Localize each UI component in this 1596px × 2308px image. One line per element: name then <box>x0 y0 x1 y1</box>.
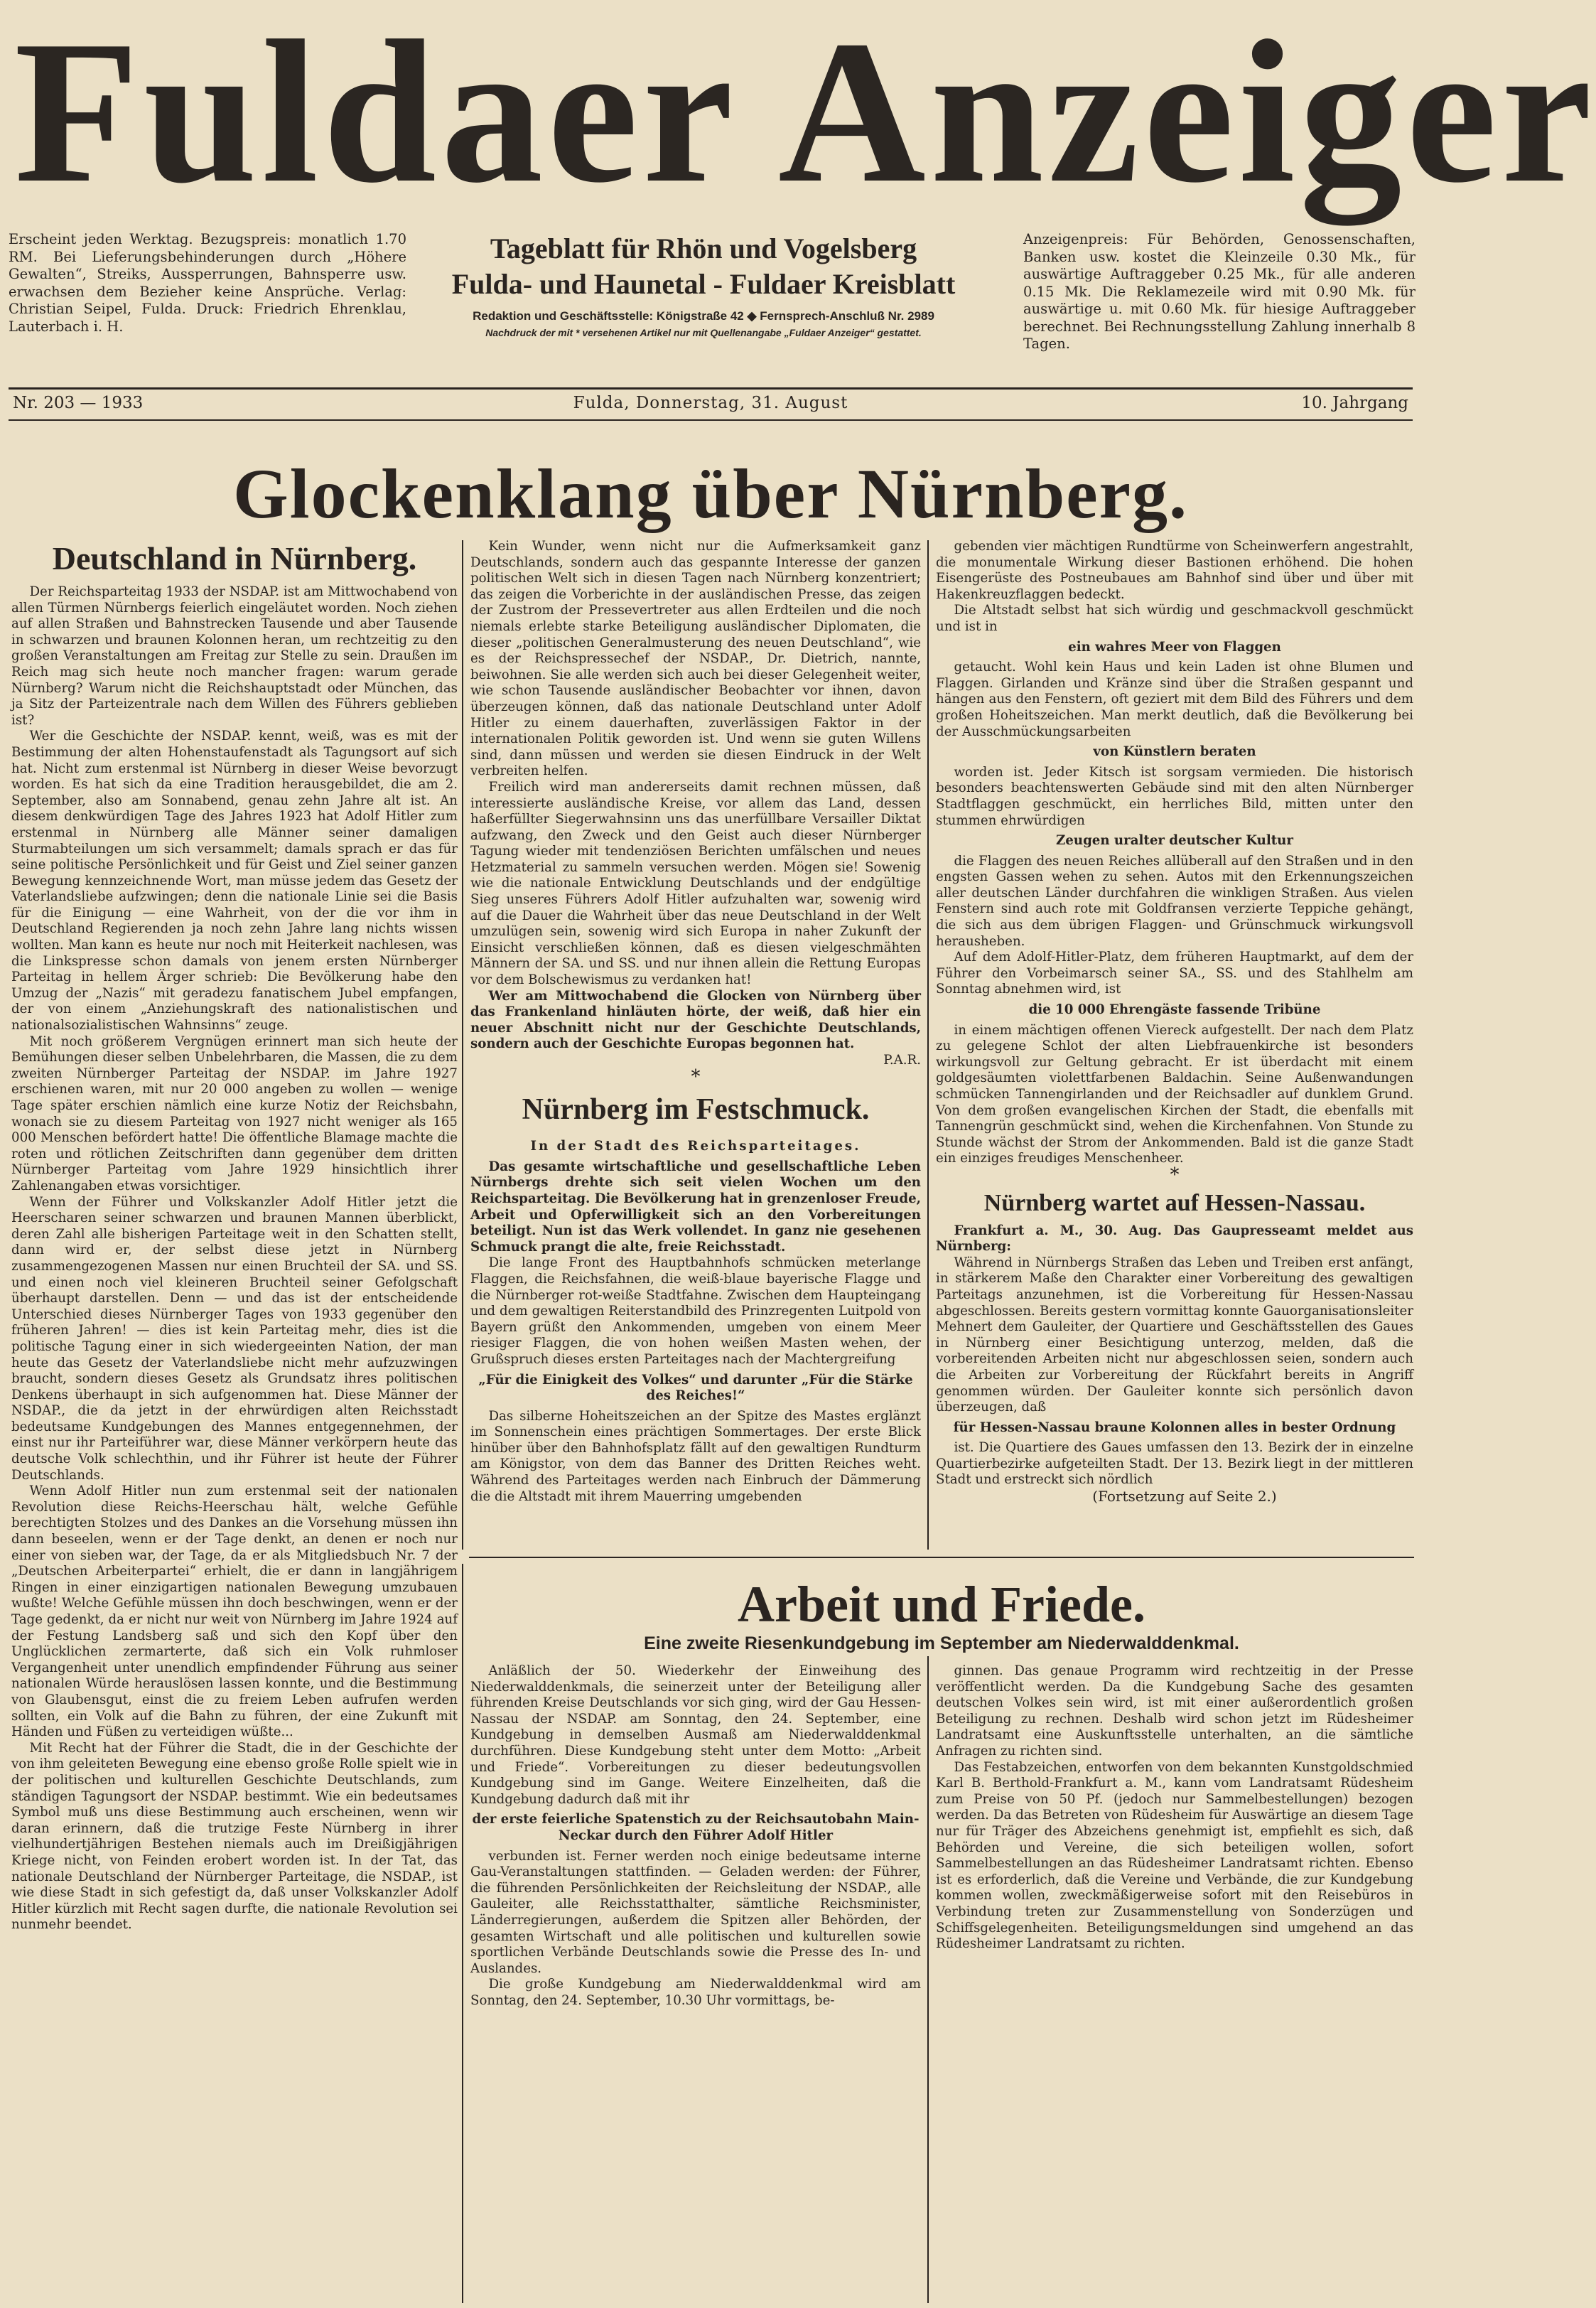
col2-quote: „Für die Einigkeit des Volkes“ und darunter „Für die Stärke des Reiches!“ <box>478 1372 913 1404</box>
bottom-paragraph: Anläßlich der 50. Wiederkehr der Einweihung des Niederwalddenkmals, die seinerzeit unter der Beteiligung aller führenden Kreise Deutschlands vor sich ging, wird der Gau Hessen-Nassau der NSDAP. am Sonntag, den 24. September, eine Kundgebung in demselben Ausmaß am Niederwalddenkmal durchführen. Diese Kundgebung steht unter dem Motto: „Arbeit und Friede“. Vorbereitungen zu dieser bedeutungsvollen Kundgebung sind im Gange. Weitere Einzelheiten, daß die Kundgebung dadurch daß mit ihr <box>470 1663 921 1807</box>
bottom-paragraph: Die große Kundgebung am Niederwalddenkmal wird am Sonntag, den 24. September, 10.30 Uhr vormittags, be- <box>470 1977 921 2008</box>
col1-paragraph: Wer die Geschichte der NSDAP. kennt, weiß, was es mit der Bestimmung der alten Hohenstaufenstadt als Tagungsort auf sich hat. Nicht zum erstenmal ist Nürnberg in dieser Weise bevorzugt worden. Es hat sich da eine Tradition herausgebildet, die am 2. September, also am Sonnabend, genau zehn Jahre alt ist. An diesem denkwürdigen Tage des Jahres 1923 hat Adolf Hitler zum erstenmal in Nürnberg alle Männer seiner damaligen Sturmabteilungen um sich versammelt; damals sprach er das für seine politische Persönlichkeit und für Geist und Ziel seiner ganzen Bewegung kennzeichnende Wort, man müsse jedem das Gesetz der Vaterlandsliebe aufzwingen; denn die nationale Linie sei die Basis für die Einigung — eine Wahrheit, von der die vor ihm in Deutschland Regierenden ja noch zehn Jahre lang nichts wissen wollten. Man kann es heute nur noch mit Heiterkeit nachlesen, was die Linkspresse schon damals von jenem ersten Nürnberger Parteitag in hellem Ärger schrieb: Die Bevölkerung habe den Umzug der „Nazis“ mit geradezu fanatischem Jubel empfangen, der von einem „Anziehungskraft des nationalistischen und nationalsozialistischen Wahnsinns“ zeuge. <box>11 729 458 1034</box>
col1-paragraph: Der Reichsparteitag 1933 der NSDAP. ist am Mittwochabend von allen Türmen Nürnbergs feierlich eingeläutet worden. Noch ziehen auf allen Straßen und Bahnstrecken Tausende und aber Tausende in schwarzen und braunen Kolonnen heran, um rechtzeitig zu den großen Veranstaltungen am Freitag zur Stelle zu sein. Draußen im Reich mag sich heute noch mancher fragen: warum gerade Nürnberg? Warum nicht die Reichshauptstadt oder München, das ja Sitz der Parteizentrale nach dem Willen des Führers geblieben ist? <box>11 584 458 728</box>
bottom-paragraph: verbunden ist. Ferner werden noch einige bedeutsame interne Gau-Veranstaltungen stattfinden. — Geladen werden: der Führer, die führenden Persönlichkeiten der Reichsleitung der NSDAP., alle Gauleiter, alle Reichsstatthalter, sämtliche Reichsminister, Länderregierungen, außerdem die Spitzen aller Behörden, der gesamten Wirtschaft und alle politischen und kulturellen sowie sportlichen Verbände Deutschlands sowie die Presse des In- und Auslandes. <box>470 1848 921 1976</box>
col2-subheading: In der Stadt des Reichsparteitages. <box>530 1139 861 1154</box>
col1-paragraph: Mit Recht hat der Führer die Stadt, die in der Geschichte der von ihm geleiteten Bewegung eine ebenso große Rolle spielt wie in der politischen und kulturellen Geschichte Deutschlands, zum ständigen Tagungsort der NSDAP. bestimmt. Wie ein bedeutsames Symbol muß uns diese Bestimmung auch erscheinen, wenn wir daran erinnern, daß die trutzige Feste Nürnberg in ihrer vielhundertjährigen Bestehen niemals auch im Dreißigjährigen Kriege nicht, von Feinden erobert worden ist. In der Tat, das nationale Deutschland der Nürnberger Parteitage, die NSDAP., ist wie diese Stadt in sich gefestigt da, daß unser Volkskanzler Adolf Hitler kürzlich mit Recht sagen durfte, die nationale Revolution sei nunmehr beendet. <box>11 1740 458 1933</box>
advertising-rates: Anzeigenpreis: Für Behörden, Genossenschaften, Banken usw. kostet die Kleinzeile 0.30 Mk., für auswärtige Auftraggeber 0.25 Mk., für alle anderen 0.15 Mk. Die Reklamezeile wird mit 0.90 Mk. für auswärtige u. mit 0.60 Mk. für hiesige Auftraggeber berechnet. Bei Rechnungsstellung Zahlung innerhalb 8 Tagen. <box>1023 231 1416 352</box>
col1-paragraph: Wenn der Führer und Volkskanzler Adolf Hitler jetzt die Heerscharen seiner schwarzen und braunen Mannen überblickt, deren Zahl alle bisherigen Parteitage weit in den Schatten stellt, dann wird er, der selbst diese jetzt in Nürnberg zusammengezogenen Massen nur einen Bruchteil der SA. und SS. und einen noch viel kleineren Bruchteil seiner Gefolgschaft überhaupt darstellen. Denn — und das ist der entscheidende Unterschied dieses Nürnberger Tages von 1933 gegenüber den früheren Jahren! — dies ist kein Parteitag mehr, dies ist die politische Tagung einer in sich wiedergeeinten Nation, der man heute das Gesetz der Vaterlandsliebe nicht mehr aufzuzwingen braucht, sondern dieses Gesetz als Grundsatz ihres politischen Denkens überhaupt in sich aufgenommen hat. Diese Männer der NSDAP., die da jetzt in der ehrwürdigen alten Reichsstadt bedeutsame Kundgebungen des Mannes entgegennehmen, der einst nur ihr Parteiführer war, diese Männer verkörpern heute das deutsche Volk schlechthin, und ihr Führer ist heute der Führer Deutschlands. <box>11 1194 458 1483</box>
main-headline: Glockenklang über Nürnberg. <box>233 454 1188 533</box>
subscription-info: Erscheint jeden Werktag. Bezugspreis: monatlich 1.70 RM. Bei Lieferungsbehinderungen durch „Höhere Gewalten“, Streiks, Aussperrungen, Bahnsperre usw. erwachsen dem Bezieher keine Ansprüche. Verlag: Christian Seipel, Fulda. Druck: Friedrich Ehrenklau, Lauterbach i. H. <box>9 231 406 335</box>
col3-callout: Zeugen uralter deutscher Kultur <box>1056 833 1293 849</box>
col3-paragraph: worden ist. Jeder Kitsch ist sorgsam vermieden. Die historisch besonders beachtenswerten Gebäude sind mit den alten Nürnberger Stadtflaggen geschmückt, ein herrliches Bild, mitten unter den stummen ehrwürdigen <box>936 764 1413 828</box>
col2-paragraph: Das silberne Hoheitszeichen an der Spitze des Mastes erglänzt im Sonnenschein eines prächtigen Sommertages. Der erste Blick hinüber über den Bahnhofsplatz fällt auf den gewaltigen Rundturm am Königstor, von dem das Banner des Dritten Reiches weht. Während des Parteitages werden nach Einbruch der Dämmerung die die Altstadt mit ihrem Mauerring umgebenden <box>470 1408 921 1504</box>
editorial-address: Redaktion und Geschäftsstelle: Königstraße 42 ◆ Fernsprech-Anschluß Nr. 2989 <box>473 309 934 323</box>
col2-paragraph: Wer am Mittwochabend die Glocken von Nürnberg über das Frankenland hinläuten hörte, der weiß, daß hier ein neuer Abschnitt nicht nur der Geschichte Deutschlands, sondern auch der Geschichte Europas begonnen hat. <box>470 988 921 1052</box>
col3-paragraph: Während in Nürnbergs Straßen das Leben und Treiben erst anfängt, in stärkerem Maße den Charakter einer Vorbereitung des gewaltigen Parteitags anzunehmen, ist die Vorbereitung für Hessen-Nassau abgeschlossen. Bereits gestern vormittag konnte Gauorganisationsleiter Mehnert dem Gauleiter, der Quartiere und Geschäftsstellen des Gaues in Nürnberg einer Besichtigung unterzog, melden, daß die vorbereitenden Arbeiten nicht nur abgeschlossen seien, sondern auch die Arbeiten zur Vorbereitung der Rückfahrt bereits in Angriff genommen würden. Der Gauleiter konnte sich persönlich davon überzeugen, daß <box>936 1255 1413 1415</box>
column-rule-1 <box>462 540 463 1550</box>
section-star: * <box>1170 1164 1180 1186</box>
issue-date: Fulda, Donnerstag, 31. August <box>573 394 848 412</box>
section-divider <box>469 1557 1414 1558</box>
dateline-bar <box>9 387 1413 421</box>
col3-article <box>936 539 1413 1550</box>
bottom-callout: der erste feierliche Spatenstich zu der Reichsautobahn Main-Neckar durch den Führer Adolf Hitler <box>472 1812 920 1843</box>
col3-callout: ein wahres Meer von Flaggen <box>1068 639 1281 655</box>
col2-paragraph: Das gesamte wirtschaftliche und gesellschaftliche Leben Nürnbergs drehte sich seit vielen Wochen um den Reichsparteitag. Die Bevölkerung hat in grenzenloser Freude, Arbeit und Opferwilligkeit sich an den Vorbereitungen beteiligt. Nun ist das Werk vollendet. In ganz nie gesehenen Schmuck prangt die alte, freie Reichsstadt. <box>470 1159 921 1255</box>
col1-article <box>11 584 458 2303</box>
subtitle-line-2: Fulda- und Haunetal - Fuldaer Kreisblatt <box>451 268 956 300</box>
col3-paragraph: gebenden vier mächtigen Rundtürme von Scheinwerfern angestrahlt, die monumentale Wirkung dieser Bastionen erhöhend. Die hohen Eisengerüste des Postneubaues am Bahnhof sind über und über mit Hakenkreuzflaggen bedeckt. <box>936 539 1413 602</box>
col1-heading: Deutschland in Nürnberg. <box>52 540 417 576</box>
masthead-subtitle <box>384 231 1023 340</box>
continued-note: (Fortsetzung auf Seite 2.) <box>1092 1488 1277 1505</box>
column-rule-3 <box>462 1564 463 2303</box>
column-rule-2 <box>927 540 929 1550</box>
col2-paragraph: Kein Wunder, wenn nicht nur die Aufmerksamkeit ganz Deutschlands, sondern auch das gespannte Interesse der ganzen politischen Welt sich in diesen Tagen nach Nürnberg konzentriert; das zeigen die Vorberichte in der ausländischen Presse, das zeigen der Zustrom der Pressevertreter aus allen Erdteilen und die noch niemals erlebte starke Beteiligung ausländischer Diplomaten, die dieser „politischen Generalmusterung des neuen Deutschland“, wie es der Reichspressechef der NSDAP., Dr. Dietrich, nannte, beiwohnen. Sie alle werden sich auch bei dieser Gelegenheit weiter, wie schon Tausende ausländischer Beobachter vor ihnen, davon überzeugen können, daß das nationale Deutschland unter Adolf Hitler zu einem dauerhaften, zuverlässigen Faktor in der internationalen Politik geworden ist. Und wenn sie guten Willens sind, dann müssen und werden sie diesen Eindruck in der Welt verbreiten helfen. <box>470 539 921 779</box>
col1-paragraph: Wenn Adolf Hitler nun zum erstenmal seit der nationalen Revolution diese Reichs-Heerschau hält, welche Gefühle berechtigten Stolzes und des Dankes an die Vorsehung müssen ihn dann beseelen, wenn er der Tage denkt, an denen er noch nur einer von sieben war, der Tage, da er als Mitgliedsbuch Nr. 7 der „Deutschen Arbeiterpartei“ erhielt, die er dann in langjährigem Ringen in einer einzigartigen nationalen Bewegung umzubauen wußte! Welche Gefühle müssen ihn doch beschwingen, wenn er der Tage gedenkt, da er nicht nur weit von Nürnberg im Jahre 1924 auf der Festung Landsberg saß und sich den Kopf über den Unglücklichen zermarterte, daß sich ein Volk ruhmloser Vergangenheit unter unendlich empfindender Führung aus seiner nationalen Würde herauslösen lassen konnte, und die Bestimmung von Glaubensgut, einst die zu freiem Leben aufrufen werden sollten, ein Volk auf die Bahn zu führen, der eine Zukunft mit Händen und Füßen zu verteidigen wüßte... <box>11 1483 458 1740</box>
col3-callout: von Künstlern beraten <box>1093 744 1256 760</box>
bottom-paragraph: Das Festabzeichen, entworfen von dem bekannten Kunstgoldschmied Karl B. Berthold-Frankfurt a. M., kann vom Landratsamt Rüdesheim zum Preise von 50 Pf. (jedoch nur Sammelbestellungen) bezogen werden. Da das Betreten von Rüdesheim für Auswärtige an diesem Tage nur für Träger des Abzeichens genehmigt ist, empfiehlt es sich, daß Behörden und Vereine, die sich beteiligen wollen, sofort Sammelbestellungen an das Rüdesheimer Landratsamt richten. Ebenso ist es erforderlich, daß die Vereine und Verbände, die zur Kundgebung kommen wollen, zweckmäßigerweise sofort mit den Reisebüros in Verbindung treten zur Zusammenstellung von Sonderzügen und Schiffsgelegenheiten. Beteiligungsmeldungen sind umgehend an das Rüdesheimer Landratsamt zu richten. <box>936 1759 1413 1952</box>
col3-paragraph: in einem mächtigen offenen Viereck aufgestellt. Der nach dem Platz zu gelegene Schlot der alten Liebfrauenkirche ist besonders wirkungsvoll zur Geltung gebracht. Er ist überdacht mit einem goldgesäumten violettfarbenen Baldachin. Seine Außenwandungen schmücken Tannengirlanden und der Reichsadler auf dunklem Grund. Von dem großen evangelischen Kirchen der Stadt, die ebenfalls mit Tannengrün geschmückt sind, wehen die Kirchenfahnen. Von Stunde zu Stunde wächst der Strom der Ankommenden. Bald ist die ganze Stadt ein einziges freudiges Menschenheer. <box>936 1022 1413 1166</box>
bottom-subheadline: Eine zweite Riesenkundgebung im September am Niederwalddenkmal. <box>644 1633 1239 1653</box>
col3-paragraph: die Flaggen des neuen Reiches allüberall auf den Straßen und in den engsten Gassen wehen zu sehen. Autos mit den Erkennungszeichen aller deutschen Länder durchfahren die winkligen Straßen. Aus vielen Fenstern sind auch rote mit Goldfransen verzierte Teppiche gehängt, die sich aus dem übrigen Flaggen- und Grünschmuck wirkungsvoll herausheben. <box>936 853 1413 949</box>
col2-heading: Nürnberg im Festschmuck. <box>522 1093 870 1127</box>
issue-number: Nr. 203 — 1933 <box>13 394 144 412</box>
bottom-paragraph: ginnen. Das genaue Programm wird rechtzeitig in der Presse veröffentlicht werden. Da die Kundgebung Sache des gesamten deutschen Volkes sein wird, ist mit einer außerordentlich großen Beteiligung zu rechnen. Deshalb wird schon jetzt im Rüdesheimer Landratsamt eine Auskunftsstelle unterhalten, an die sämtliche Anfragen zu richten sind. <box>936 1663 1413 1759</box>
bottom-headline: Arbeit und Friede. <box>738 1576 1145 1633</box>
reprint-notice: Nachdruck der mit * versehenen Artikel nur mit Quellenangabe „Fuldaer Anzeiger“ gestattet. <box>485 327 922 338</box>
col2-article <box>470 539 921 1550</box>
col3-paragraph: Frankfurt a. M., 30. Aug. Das Gaupresseamt meldet aus Nürnberg: <box>936 1223 1413 1255</box>
col3-paragraph: ist. Die Quartiere des Gaues umfassen den 13. Bezirk der in einzelne Quartierbezirke aufgeteilten Stadt. Der 13. Bezirk liegt in der mittleren Stadt und erstreckt sich nördlich <box>936 1440 1413 1488</box>
col3-paragraph: Die Altstadt selbst hat sich würdig und geschmackvoll geschmückt und ist in <box>936 603 1413 634</box>
subtitle-line-1: Tageblatt für Rhön und Vogelsberg <box>490 232 917 264</box>
volume-number: 10. Jahrgang <box>1301 394 1408 412</box>
col3-callout: für Hessen-Nassau braune Kolonnen alles in bester Ordnung <box>953 1419 1396 1435</box>
bottom-left-column <box>470 1663 921 2303</box>
bottom-right-column <box>936 1663 1413 2303</box>
section-star: * <box>691 1066 701 1088</box>
col2-paragraph: Freilich wird man andererseits damit rechnen müssen, daß interessierte ausländische Kreise, vor allem das Land, dessen haßerfüllter Siegerwahnsinn uns das unerfüllbare Versailler Diktat aufzwang, den Zweck und den Geist auch dieser Nürnberger Tagung wieder mit tendenziösen Berichten umfälschen und neues Hetzmaterial zu sammeln versuchen werden. Mögen sie! Sowenig wie die nationale Entwicklung Deutschlands und der endgültige Sieg unseres Führers Adolf Hitler aufzuhalten war, sowenig wird auf die Dauer die Wahrheit über das neue Deutschland in der Welt umzulügen sein, sowenig wird sich Europa in naher Zukunft der Einsicht verschließen können, daß es diesen vielgeschmähten Männern der SA. und SS. und nur ihnen allein die Rettung Europas vor dem Bolschewismus zu verdanken hat! <box>470 779 921 988</box>
col2-paragraph: Die lange Front des Hauptbahnhofs schmücken meterlange Flaggen, die Reichsfahnen, die weiß-blaue bayerische Flagge und die Nürnberger rot-weiße Stadtfahne. Zwischen dem Haupteingang und dem gewaltigen Reiterstandbild des Prinzregenten Luitpold von Bayern grüßt den Ankommenden, umgeben von einem Meer riesiger Flaggen, die von hohen weißen Masten wehen, der Grußspruch dieses ersten Parteitages nach der Machtergreifung <box>470 1255 921 1367</box>
col1-paragraph: Mit noch größerem Vergnügen erinnert man sich heute der Bemühungen dieser selben Unbelehrbaren, die Massen, die zu dem zweiten Nürnberger Parteitag der NSDAP. im Jahre 1927 erschienen waren, mit nur 20 000 angeben zu wollen — wenige Tage später erschien nämlich eine kurze Notiz der Reichsbahn, wonach sie zu diesem Parteitag von 1927 nicht weniger als 165 000 Menschen befördert hatte! Die öffentliche Blamage machte die roten und rötlichen Zeitschriften dann gegenüber dem dritten Nürnberger Parteitag vom Jahre 1929 hinsichtlich ihrer Zahlenangaben etwas vorsichtiger. <box>11 1034 458 1193</box>
col3-heading: Nürnberg wartet auf Hessen-Nassau. <box>983 1189 1366 1216</box>
col3-paragraph: getaucht. Wohl kein Haus und kein Laden ist ohne Blumen und Flaggen. Girlanden und Kränze sind über die Straßen gespannt und hängen aus den Fenstern, oft geziert mit dem Bild des Führers und dem großen Hoheitszeichen. Man merkt deutlich, daß die Bevölkerung bei der Ausschmückungsarbeiten <box>936 660 1413 739</box>
col2-signature: P.A.R. <box>883 1053 921 1068</box>
col3-callout: die 10 000 Ehrengäste fassende Tribüne <box>1028 1002 1321 1018</box>
column-rule-4 <box>927 1656 929 2303</box>
masthead-title: Fuldaer Anzeiger <box>14 0 1596 225</box>
col3-paragraph: Auf dem Adolf-Hitler-Platz, dem früheren Hauptmarkt, auf dem der Führer den Vorbeimarsch seiner SA., SS. und des Stahlhelm am Sonntag abnehmen wird, ist <box>936 950 1413 997</box>
